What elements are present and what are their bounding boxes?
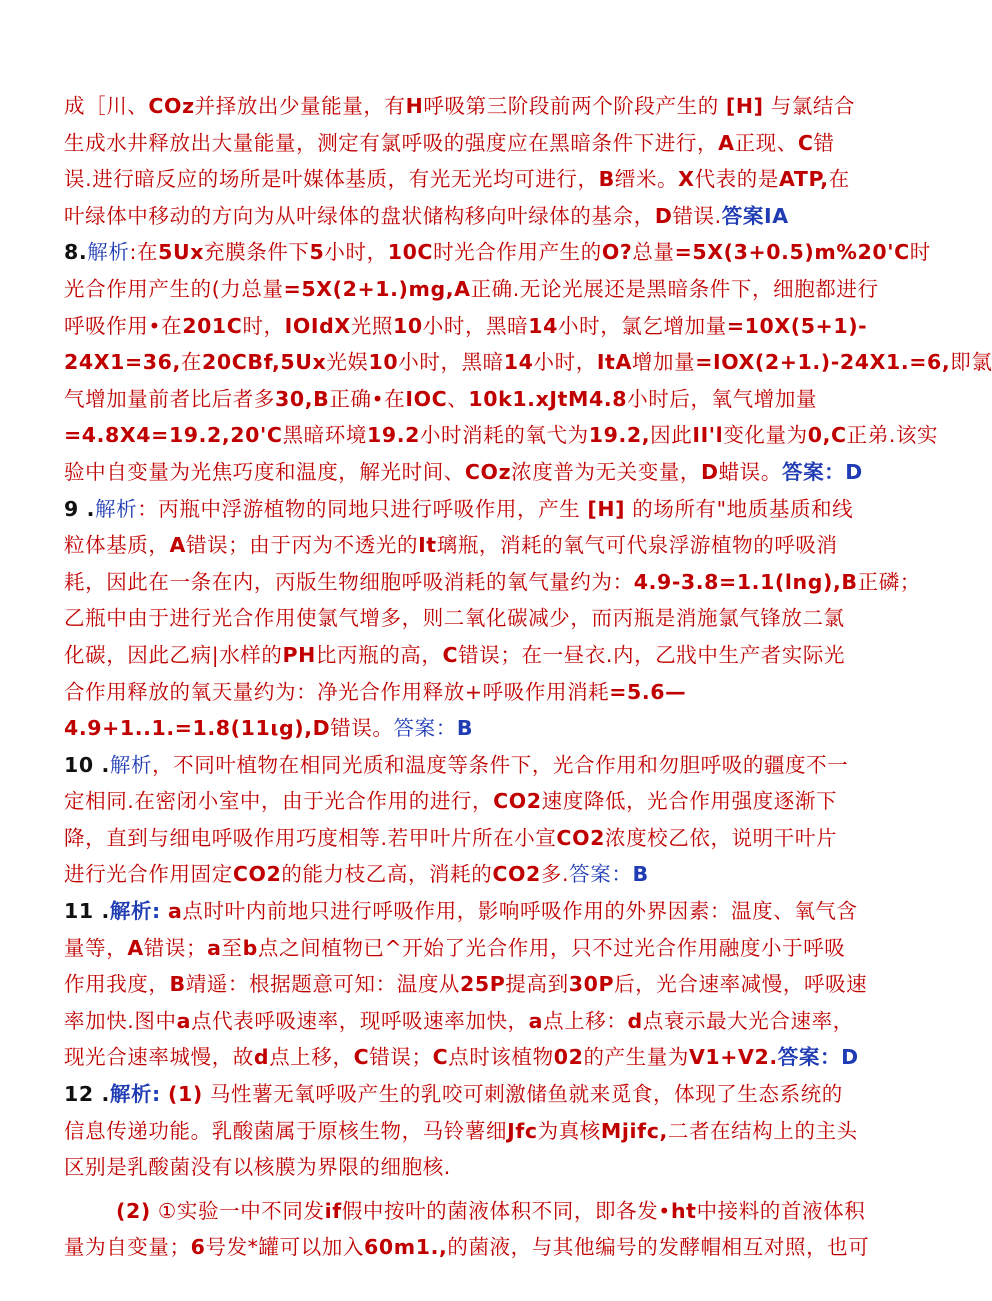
text-run: 靖遥：根据题意可知：温度从 <box>185 972 461 997</box>
text-run: 201C <box>182 313 243 338</box>
text-line <box>64 161 860 198</box>
text-run: C <box>432 1045 449 1070</box>
text-run: COz <box>464 459 512 484</box>
text-run: O? <box>601 240 633 265</box>
text-run: 小时，氯乞增加量 <box>558 313 727 338</box>
text-run: 错误；在一昼衣.内，乙戕中生产者实际光 <box>458 642 846 667</box>
text-run: [H] <box>587 496 626 521</box>
text-run: 比丙瓶的高， <box>315 642 443 667</box>
text-run: 错误；由于丙为不透光的 <box>185 533 419 558</box>
text-run: IOC <box>405 386 448 411</box>
text-run: COz <box>148 94 195 118</box>
paragraph-gap <box>64 1186 860 1193</box>
text-run: 中接料的首液体积 <box>696 1198 866 1223</box>
text-line <box>64 1076 860 1113</box>
text-run: 10 <box>368 350 399 375</box>
text-run: 进行光合作用固定 <box>64 862 233 887</box>
text-run: 至 <box>221 935 243 960</box>
text-run: PH <box>282 642 316 667</box>
text-run: 的场所有"地质基质和线 <box>625 496 854 521</box>
text-run: 呼吸第三阶段前两个阶段产生的 <box>423 94 726 118</box>
text-run: ①实验一中不同发 <box>150 1198 325 1223</box>
text-run: ：丙瓶中浮游植物的同地只进行呼吸作用，产生 <box>137 496 588 521</box>
text-run <box>161 1082 168 1106</box>
text-run: 错 <box>813 130 835 155</box>
text-run: 作用我度， <box>64 972 170 997</box>
text-run: It <box>418 533 437 558</box>
text-run: B <box>169 972 186 997</box>
text-line <box>64 125 860 162</box>
text-run: 小时， <box>533 350 597 375</box>
text-run: 14 <box>503 350 534 375</box>
text-run: 总量 <box>632 240 675 265</box>
text-line <box>64 417 939 454</box>
text-run <box>161 899 168 923</box>
answer-label: B <box>456 716 474 741</box>
text-run: 点上移， <box>269 1045 354 1070</box>
text-run: 正确•在 <box>329 386 406 411</box>
text-run: d <box>627 1008 643 1033</box>
text-line <box>64 234 931 271</box>
text-run: 4.9-3.8=1.1(lng),B <box>633 569 858 594</box>
text-run: 合作用释放的氧天量约为：净光合作用释放+呼吸作用消耗 <box>64 679 610 704</box>
text-run: 信息传递功能。乳酸菌属于原核生物，马铃薯细 <box>64 1118 508 1143</box>
text-run: 量等， <box>64 935 128 960</box>
text-run: IOIdX <box>284 313 351 338</box>
text-run: if <box>324 1198 342 1223</box>
text-run: 光合作用产生的(力总量 <box>64 276 284 301</box>
text-run: 叶绿体中移动的方向为从叶绿体的盘状储构移向叶绿体的基佘， <box>64 203 655 228</box>
text-run: 呼吸作用•在 <box>64 313 183 338</box>
text-run: 4.9+1..1.=1.8(11ιg),D <box>64 716 331 741</box>
text-run: 正现、 <box>734 130 798 155</box>
text-line <box>64 747 860 784</box>
text-run: 10C <box>387 240 434 265</box>
text-run: =4.8X4=19.2,20'C <box>64 423 283 448</box>
text-line <box>64 1229 870 1266</box>
text-run: 乙瓶中由于进行光合作用使氯气增多，则二氧化碳减少，而丙瓶是消施氯气锋放二氯 <box>64 606 845 631</box>
text-run: 误.进行暗反应的场所是叶媒体基质，有光无光均可进行， <box>64 167 599 192</box>
text-run: b <box>242 935 258 960</box>
text-run: 19.2 <box>366 423 420 448</box>
text-run: ，不同叶植物在相同光质和温度等条件下，光合作用和勿胆呼吸的疆度不一 <box>152 752 849 777</box>
text-run: C <box>353 1045 370 1070</box>
text-run: CO2 <box>232 862 282 887</box>
text-run: 量为自变量； <box>64 1235 191 1260</box>
text-line <box>64 820 860 857</box>
text-run: d <box>253 1045 270 1070</box>
answer-label: 答案IA <box>721 203 789 228</box>
text-line <box>64 491 860 528</box>
text-run: CO2 <box>493 789 542 814</box>
text-run: 号发*罐可以加入 <box>205 1235 365 1260</box>
text-run: 小时， <box>324 240 388 265</box>
text-run: 小时，黑暗 <box>398 350 504 375</box>
text-run: 20CBf,5Ux <box>202 350 327 375</box>
text-run: 光照 <box>350 313 394 338</box>
text-run: 30P <box>568 972 615 997</box>
answer-label: B <box>632 862 649 887</box>
text-run: a <box>176 1008 192 1033</box>
text-run: a <box>207 935 222 960</box>
text-run: 二者在结构上的主头 <box>667 1118 858 1143</box>
answer-label: 答案：D <box>781 459 863 484</box>
answer-label: 答案：D <box>777 1045 859 1070</box>
text-run: 0,C <box>807 423 847 448</box>
text-run: 点上移： <box>543 1008 628 1033</box>
text-run: (2) <box>116 1198 151 1223</box>
text-run: 点之间植物已^开始了光合作用，只不过光合作用融度小于呼吸 <box>257 935 846 960</box>
text-run: 浓度普为无关变量， <box>511 459 702 484</box>
text-run: 时， <box>242 313 285 338</box>
text-run: 10 <box>393 313 423 338</box>
text-line <box>64 271 879 308</box>
text-run: 正磷； <box>857 569 921 594</box>
text-run: 与氯结合 <box>763 94 856 118</box>
text-run: 错误； <box>369 1045 433 1070</box>
question-number: 11 . <box>64 899 110 924</box>
text-line <box>64 637 860 674</box>
text-run: 粒体基质， <box>64 533 170 558</box>
text-run: H <box>405 94 424 118</box>
text-run: 点衰示最大光合速率， <box>642 1008 854 1033</box>
text-run: 24X1=36, <box>64 350 181 375</box>
answer-label: 答案： <box>569 862 633 887</box>
text-run: 代表的是 <box>694 167 779 192</box>
text-run: 浓度校乙依，说明干叶片 <box>604 825 838 850</box>
text-run: 蜡误。 <box>718 459 782 484</box>
text-run: C <box>442 642 459 667</box>
text-run: ATP, <box>778 167 829 192</box>
text-run: [H] <box>725 94 764 118</box>
text-run: a <box>528 1008 544 1033</box>
text-run: 的能力枝乙高，消耗的 <box>281 862 493 887</box>
text-line <box>64 308 868 345</box>
question-number: 12 . <box>64 1082 110 1107</box>
text-line <box>64 710 860 747</box>
question-number: 10 . <box>64 752 110 777</box>
text-run: 变化量为 <box>723 423 808 448</box>
answer-label: 答案： <box>393 716 457 741</box>
text-run: 后，光合速率减慢，呼吸速 <box>614 972 868 997</box>
text-line <box>64 1039 860 1076</box>
text-run: 19.2, <box>588 423 651 448</box>
text-run: 6 <box>190 1235 206 1260</box>
text-run: 小时，黑暗 <box>422 313 529 338</box>
text-run: 14 <box>528 313 558 338</box>
text-run: V1+V2. <box>688 1045 778 1070</box>
text-run: 区别是乳酸菌没有以核膜为界限的细胞核. <box>64 1155 451 1180</box>
text-run: 25P <box>460 972 506 997</box>
text-run: 错误. <box>672 203 722 228</box>
text-line <box>64 198 860 235</box>
text-line <box>64 88 860 125</box>
text-line <box>64 1193 866 1230</box>
text-run: 验中自变量为光焦巧度和温度，解光时间、 <box>64 459 465 484</box>
text-run: X <box>678 167 695 192</box>
text-run: Jfc <box>507 1118 538 1143</box>
text-line <box>64 381 860 418</box>
text-run: 增加量 <box>631 350 696 375</box>
text-line <box>64 674 860 711</box>
text-run: 速度降低，光合作用强度逐渐下 <box>541 789 838 814</box>
text-run: :在 <box>129 240 159 265</box>
text-run: D <box>654 203 673 228</box>
text-run: 提高到 <box>505 972 569 997</box>
text-line <box>64 856 860 893</box>
text-line <box>64 454 863 491</box>
text-run: Mjifc, <box>600 1118 668 1143</box>
text-line <box>64 966 868 1003</box>
text-run: =5.6— <box>609 679 687 704</box>
text-run: 黑暗环境 <box>282 423 367 448</box>
text-run: 时光合作用产生的 <box>433 240 602 265</box>
text-line <box>64 344 992 381</box>
text-run: 5Ux <box>158 240 205 265</box>
text-run: CO2 <box>556 825 605 850</box>
text-run: 为真核 <box>537 1118 601 1143</box>
answer-label: 解析 <box>95 496 138 521</box>
text-run: 生成水井释放出大量能量，测定有氯呼吸的强度应在黑暗条件下进行， <box>64 130 719 155</box>
text-run: =IOX(2+1.)-24X1.=6, <box>695 350 951 375</box>
text-line <box>64 930 860 967</box>
answer-label: 解析 <box>87 240 130 265</box>
text-run: 气增加量前者比后者多 <box>64 386 275 411</box>
text-run: A <box>169 533 186 558</box>
text-line <box>64 893 860 930</box>
text-run: ItA <box>596 350 632 375</box>
text-run: A <box>127 935 144 960</box>
text-run: A <box>718 130 735 155</box>
text-run: =5X(3+0.5)m%20'C <box>674 240 910 265</box>
text-run: 60m1., <box>364 1235 448 1260</box>
text-run: 正弟.该实 <box>846 423 939 448</box>
text-run: 成［川、 <box>64 94 149 118</box>
text-run: 耗，因此在一条在内，丙版生物细胞呼吸消耗的氧气量约为： <box>64 569 634 594</box>
text-run: =5X(2+1.)mg,A <box>283 276 471 301</box>
text-run: 璃瓶，消耗的氧气可代泉浮游植物的呼吸消 <box>436 533 838 558</box>
text-line <box>64 564 921 601</box>
text-run: 正确.无论光展还是黑暗条件下，细胞都进行 <box>470 276 879 301</box>
text-line <box>64 527 860 564</box>
answer-label: 解析: <box>109 1082 161 1107</box>
text-run: a <box>167 899 183 924</box>
text-run: 缙米。 <box>614 167 679 192</box>
text-run: C <box>797 130 814 155</box>
text-run: 错误。 <box>330 716 394 741</box>
text-run: 5 <box>309 240 325 265</box>
answer-label: 解析: <box>109 899 161 924</box>
text-run: 的产生量为 <box>583 1045 689 1070</box>
text-run: 错误； <box>143 935 208 960</box>
text-run: 30,B <box>275 386 330 411</box>
text-run: 点代表呼吸速率，现呼吸速率加快， <box>191 1008 529 1033</box>
text-run: 的菌液，与其他编号的发酵帽相互对照，也可 <box>447 1235 870 1260</box>
text-run: II'l <box>692 423 724 448</box>
text-run: 即氯 <box>950 350 992 375</box>
text-run: (1) <box>167 1082 203 1107</box>
text-run: 化碳，因此乙病|水样的 <box>64 642 283 667</box>
text-run: 降，直到与细电呼吸作用巧度相等.若甲叶片所在小宣 <box>64 825 557 850</box>
text-run: 点时该植物 <box>448 1045 554 1070</box>
text-line <box>64 1003 860 1040</box>
text-run: 小时后，氧气增加量 <box>627 386 818 411</box>
text-run: 02 <box>553 1045 584 1070</box>
text-line <box>64 1149 860 1186</box>
text-run: B <box>598 167 615 192</box>
text-run: 在 <box>180 350 202 375</box>
text-run: 多. <box>540 862 570 887</box>
question-number: 8. <box>64 240 88 265</box>
text-run: 充膜条件下 <box>204 240 310 265</box>
text-run: 在 <box>828 167 850 192</box>
text-run: 点时叶内前地只进行呼吸作用，影响呼吸作用的外界因素：温度、氧气含 <box>182 899 858 924</box>
text-run: ht <box>670 1198 697 1223</box>
text-run: 小时消耗的氧弋为 <box>419 423 589 448</box>
text-run: 光娱 <box>326 350 369 375</box>
text-run: 假中按叶的菌液体积不同，即各发• <box>341 1198 671 1223</box>
text-line <box>64 1113 860 1150</box>
answer-label: 解析 <box>109 752 153 777</box>
text-run: 定相同.在密闭小室中，由于光合作用的进行， <box>64 789 494 814</box>
question-number: 9 . <box>64 496 95 521</box>
text-run: 10k1.xJtM4.8 <box>468 386 628 411</box>
text-run: 时 <box>909 240 931 265</box>
text-line <box>64 783 860 820</box>
text-run: 率加快.图中 <box>64 1008 177 1033</box>
text-run: 马性薯无氧呼吸产生的乳咬可刺激储鱼就来觅食，体现了生态系统的 <box>202 1082 843 1107</box>
text-run: D <box>701 459 719 484</box>
text-run: 并择放出少量能量，有 <box>194 94 406 118</box>
text-run: CO2 <box>492 862 541 887</box>
text-run: 现光合速率城慢，故 <box>64 1045 254 1070</box>
text-run: 、 <box>447 386 469 411</box>
text-run: 因此 <box>650 423 693 448</box>
text-line <box>64 600 860 637</box>
text-run: =10X(5+1)- <box>726 313 868 338</box>
